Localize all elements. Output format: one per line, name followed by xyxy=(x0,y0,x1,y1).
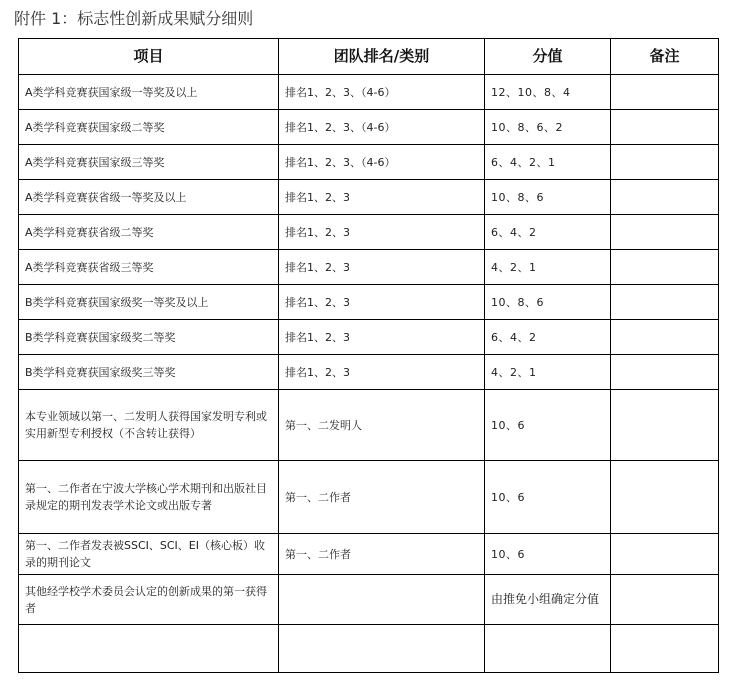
cell-item: B类学科竞赛获国家级奖二等奖 xyxy=(19,320,279,355)
cell-score: 12、10、8、4 xyxy=(485,75,611,110)
cell-rank: 排名1、2、3 xyxy=(279,320,485,355)
table-row xyxy=(19,285,719,320)
header-score: 分值 xyxy=(485,39,611,75)
cell-item: A类学科竞赛获省级一等奖及以上 xyxy=(19,180,279,215)
cell-note xyxy=(611,534,719,575)
cell-score: 由推免小组确定分值 xyxy=(485,575,611,625)
table-row xyxy=(19,625,719,673)
cell-score: 6、4、2 xyxy=(485,215,611,250)
table-header-row xyxy=(19,39,719,75)
cell-note xyxy=(611,355,719,390)
cell-rank xyxy=(279,625,485,673)
cell-rank: 排名1、2、3 xyxy=(279,215,485,250)
table-row xyxy=(19,355,719,390)
cell-rank: 排名1、2、3、（4-6） xyxy=(279,145,485,180)
cell-item: A类学科竞赛获国家级三等奖 xyxy=(19,145,279,180)
cell-score xyxy=(485,625,611,673)
header-rank: 团队排名/类别 xyxy=(279,39,485,75)
cell-rank: 排名1、2、3 xyxy=(279,355,485,390)
cell-note xyxy=(611,461,719,534)
cell-item: A类学科竞赛获国家级二等奖 xyxy=(19,110,279,145)
document-title: 附件 1：标志性创新成果赋分细则 xyxy=(14,9,254,28)
cell-note xyxy=(611,285,719,320)
cell-rank xyxy=(279,575,485,625)
cell-score: 10、8、6 xyxy=(485,180,611,215)
cell-score: 10、6 xyxy=(485,461,611,534)
cell-score: 6、4、2 xyxy=(485,320,611,355)
header-note: 备注 xyxy=(611,39,719,75)
cell-note xyxy=(611,625,719,673)
cell-score: 10、6 xyxy=(485,534,611,575)
cell-item: B类学科竞赛获国家级奖一等奖及以上 xyxy=(19,285,279,320)
table-row xyxy=(19,75,719,110)
cell-rank: 第一、二作者 xyxy=(279,534,485,575)
cell-note xyxy=(611,390,719,461)
cell-note xyxy=(611,180,719,215)
table-row xyxy=(19,534,719,575)
cell-item: A类学科竞赛获省级二等奖 xyxy=(19,215,279,250)
cell-note xyxy=(611,250,719,285)
table-row xyxy=(19,110,719,145)
cell-rank: 第一、二作者 xyxy=(279,461,485,534)
cell-item xyxy=(19,625,279,673)
cell-rank: 排名1、2、3、（4-6） xyxy=(279,110,485,145)
table-row xyxy=(19,215,719,250)
cell-note xyxy=(611,110,719,145)
cell-score: 4、2、1 xyxy=(485,250,611,285)
header-item: 项目 xyxy=(19,39,279,75)
cell-rank: 排名1、2、3 xyxy=(279,180,485,215)
cell-score: 6、4、2、1 xyxy=(485,145,611,180)
cell-score: 10、8、6 xyxy=(485,285,611,320)
cell-item: A类学科竞赛获省级三等奖 xyxy=(19,250,279,285)
table-row xyxy=(19,145,719,180)
table-row xyxy=(19,180,719,215)
cell-item: 本专业领域以第一、二发明人获得国家发明专利或实用新型专利授权（不含转让获得） xyxy=(19,390,279,461)
cell-score: 10、8、6、2 xyxy=(485,110,611,145)
scoring-table xyxy=(18,38,719,673)
cell-note xyxy=(611,575,719,625)
cell-score: 4、2、1 xyxy=(485,355,611,390)
cell-item: 第一、二作者在宁波大学核心学术期刊和出版社目录规定的期刊发表学术论文或出版专著 xyxy=(19,461,279,534)
table-row xyxy=(19,250,719,285)
cell-note xyxy=(611,215,719,250)
cell-item: 第一、二作者发表被SSCI、SCI、EI（核心板）收录的期刊论文 xyxy=(19,534,279,575)
table-row xyxy=(19,575,719,625)
cell-item: B类学科竞赛获国家级奖三等奖 xyxy=(19,355,279,390)
cell-rank: 排名1、2、3、（4-6） xyxy=(279,75,485,110)
cell-score: 10、6 xyxy=(485,390,611,461)
table-row xyxy=(19,320,719,355)
cell-note xyxy=(611,75,719,110)
cell-item: 其他经学校学术委员会认定的创新成果的第一获得者 xyxy=(19,575,279,625)
cell-rank: 排名1、2、3 xyxy=(279,285,485,320)
cell-note xyxy=(611,145,719,180)
cell-rank: 排名1、2、3 xyxy=(279,250,485,285)
cell-item: A类学科竞赛获国家级一等奖及以上 xyxy=(19,75,279,110)
table-row xyxy=(19,390,719,461)
cell-rank: 第一、二发明人 xyxy=(279,390,485,461)
table-row xyxy=(19,461,719,534)
cell-note xyxy=(611,320,719,355)
